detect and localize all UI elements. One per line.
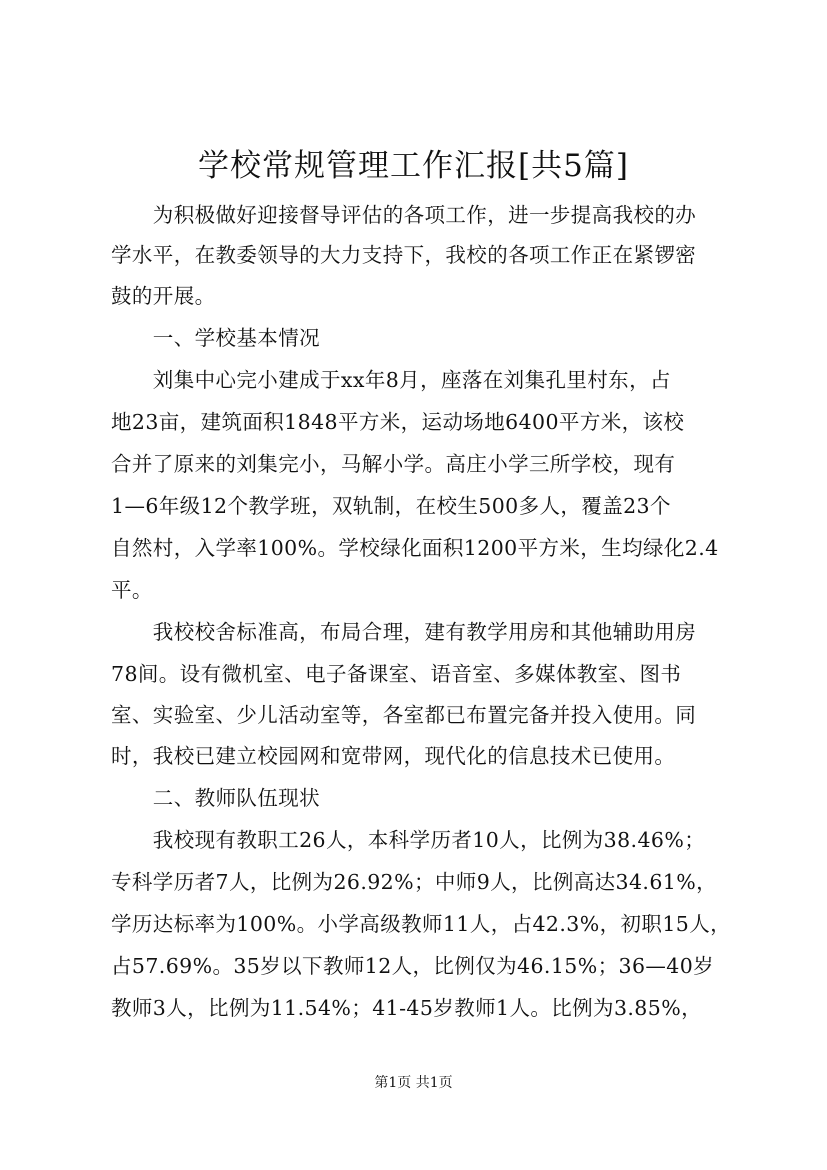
- body-line: 学水平，在教委领导的大力支持下，我校的各项工作正在紧锣密: [111, 243, 697, 267]
- body-line: 地23亩，建筑面积1848平方米，运动场地6400平方米，该校: [111, 410, 685, 434]
- body-line: 合并了原来的刘集完小，马解小学。高庄小学三所学校，现有: [111, 452, 676, 476]
- body-line: 78间。设有微机室、电子备课室、语音室、多媒体教室、图书: [111, 662, 682, 686]
- body-line: 时，我校已建立校园网和宽带网，现代化的信息技术已使用。: [111, 744, 676, 768]
- body-line: 学历达标率为100%。小学高级教师11人，占42.3%，初职15人，: [111, 912, 732, 936]
- body-line: 我校校舍标准高，布局合理，建有教学用房和其他辅助用房: [111, 620, 697, 644]
- body-line: 专科学历者7人，比例为26.92%；中师9人，比例高达34.61%，: [111, 870, 718, 894]
- body-line: 为积极做好迎接督导评估的各项工作，进一步提高我校的办: [111, 203, 697, 227]
- body-line: 刘集中心完小建成于xx年8月，座落在刘集孔里村东，占: [111, 368, 671, 392]
- body-line: 我校现有教职工26人，本科学历者10人，比例为38.46%；: [111, 828, 706, 852]
- body-line: 室、实验室、少儿活动室等，各室都已布置完备并投入使用。同: [111, 703, 697, 727]
- page-footer: 第1页 共1页: [374, 1075, 453, 1091]
- body-line: 教师3人，比例为11.54%；41-45岁教师1人。比例为3.85%，: [111, 996, 702, 1020]
- body-line: 占57.69%。35岁以下教师12人，比例仅为46.15%；36—40岁: [111, 954, 715, 978]
- body-line: 鼓的开展。: [111, 284, 216, 308]
- body-line: 自然村，入学率100%。学校绿化面积1200平方米，生均绿化2.4: [111, 536, 719, 560]
- body-line: 1—6年级12个教学班，双轨制，在校生500多人，覆盖23个: [111, 494, 671, 518]
- section-heading: 二、教师队伍现状: [111, 786, 320, 810]
- body-line: 平。: [111, 578, 153, 602]
- section-heading: 一、学校基本情况: [111, 326, 320, 350]
- document-title: 学校常规管理工作汇报[共5篇]: [198, 148, 629, 184]
